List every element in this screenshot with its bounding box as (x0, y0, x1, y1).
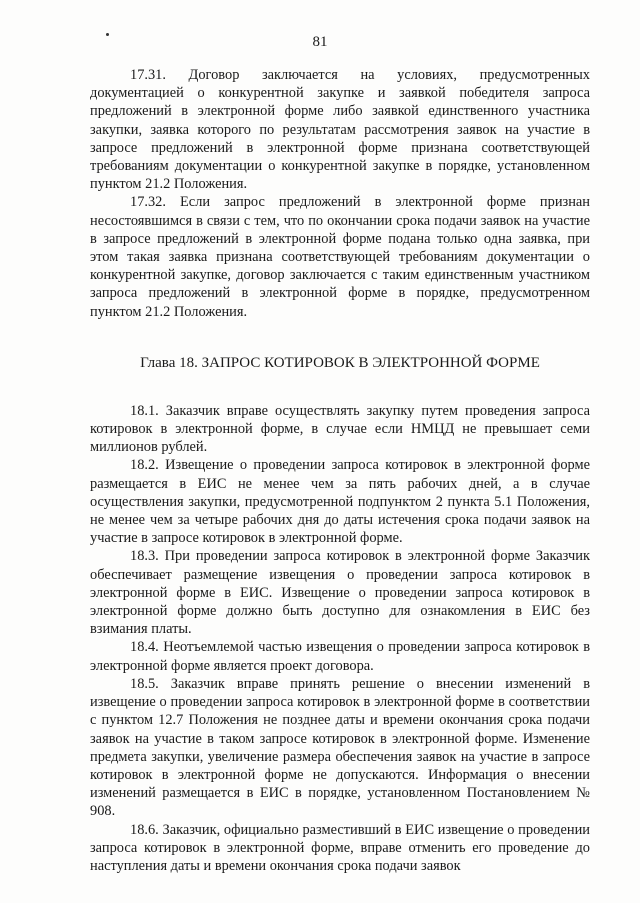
paragraph-18-2: 18.2. Извещение о проведении запроса котировок в электронной форме размещается в ЕИС не менее чем за пять рабочих дней, а в случае осуществления закупки, предусмотренной подпунктом 2 пункта 5.1 Положения, не менее чем за четыре рабочих дня до даты истечения срока подачи заявок на участие в запросе котировок в электронной форме. (90, 457, 590, 547)
paragraph-17-32: 17.32. Если запрос предложений в электронной форме признан несостоявшимся в связи с тем, что по окончании срока подачи заявок на участие в запросе предложений в электронной форме подана только одна заявка, при этом такая заявка признана соответствующей требованиям документации о конкурентной закупке, договор заключается с таким единственным участником запроса предложений в электронной форме в порядке, предусмотренном пунктом 21.2 Положения. (90, 194, 590, 320)
paragraph-18-5: 18.5. Заказчик вправе принять решение о внесении изменений в извещение о проведении запроса котировок в электронной форме в соответствии с пунктом 12.7 Положения не позднее даты и времени окончания срока подачи заявок на участие в таком запросе котировок в электронной форме. Изменение предмета закупки, увеличение размера обеспечения заявок на участие в запросе котировок в электронной форме не допускаются. Информация о внесении изменений размещается в ЕИС в порядке, установленном Постановлением № 908. (90, 675, 590, 820)
paragraph-18-4: 18.4. Неотъемлемой частью извещения о проведении запроса котировок в электронной форме является проект договора. (90, 639, 590, 674)
paragraph-18-6: 18.6. Заказчик, официально разместивший в ЕИС извещение о проведении запроса котировок в электронной форме, вправе отменить его проведение до наступления даты и времени окончания срока подачи заявок (90, 821, 590, 874)
paragraph-17-31: 17.31. Договор заключается на условиях, предусмотренных документацией о конкурентной закупке и заявкой победителя запроса предложений в электронной форме либо заявкой единственного участника закупки, заявка которого по результатам рассмотрения заявок на участие в запросе предложений в электронной форме признана соответствующей требованиям документации о конкурентной закупке в порядке, установленном пунктом 21.2 Положения. (90, 67, 590, 193)
paragraph-18-3: 18.3. При проведении запроса котировок в электронной форме Заказчик обеспечивает размещение извещения о проведении запроса котировок в электронной форме в ЕИС. Извещение о проведении запроса котировок в электронной форме должно быть доступно для ознакомления в ЕИС без взимания платы. (90, 548, 590, 638)
paragraph-18-1: 18.1. Заказчик вправе осуществлять закупку путем проведения запроса котировок в электронной форме, в случае если НМЦД не превышает семи миллионов рублей. (90, 402, 590, 456)
document-body (90, 66, 590, 875)
chapter-heading: Глава 18. ЗАПРОС КОТИРОВОК В ЭЛЕКТРОННОЙ ФОРМЕ (140, 354, 540, 371)
page-number: 81 (312, 34, 328, 50)
